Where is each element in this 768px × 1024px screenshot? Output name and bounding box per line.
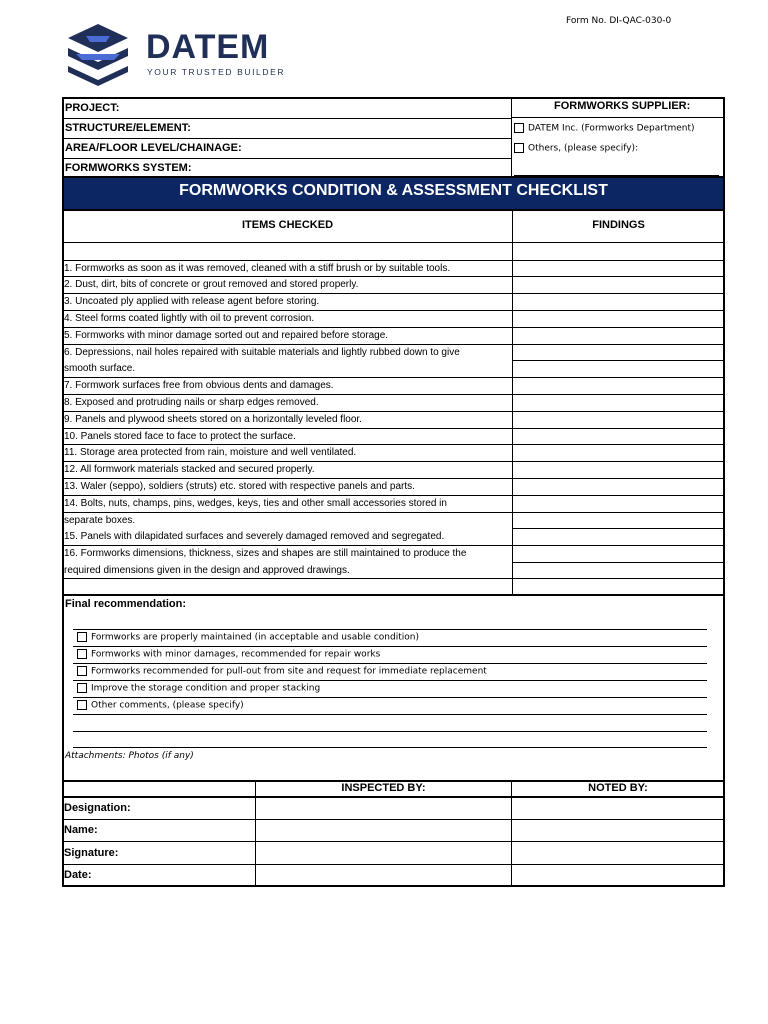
list-item: smooth surface.: [64, 363, 136, 374]
findings-row-divider: [512, 528, 724, 529]
checkbox[interactable]: [514, 123, 524, 133]
row-divider: [63, 512, 724, 513]
checkbox[interactable]: [77, 700, 87, 710]
findings-row-divider: [512, 360, 724, 361]
list-item: 16. Formworks dimensions, thickness, sizes and shapes are still maintained to produce the: [64, 548, 467, 559]
recommendation-option[interactable]: Formworks recommended for pull-out from site and request for immediate replacement: [77, 666, 487, 677]
checkbox[interactable]: [77, 666, 87, 676]
brand-name: DATEM: [146, 28, 270, 66]
list-item: 11. Storage area protected from rain, moisture and well ventilated.: [64, 447, 357, 458]
supplier-option-datem[interactable]: DATEM Inc. (Formworks Department): [514, 123, 695, 134]
findings-header: FINDINGS: [592, 219, 645, 231]
list-item: required dimensions given in the design and approved drawings.: [64, 565, 350, 576]
supplier-title: FORMWORKS SUPPLIER:: [554, 100, 691, 112]
supplier-option-others[interactable]: Others, (please specify):: [514, 143, 638, 154]
recommendation-option[interactable]: Other comments, (please specify): [77, 700, 244, 711]
list-item: 2. Dust, dirt, bits of concrete or grout removed and stored properly.: [64, 279, 359, 290]
recommendation-option[interactable]: Formworks with minor damages, recommended for repair works: [77, 649, 380, 660]
list-item: 14. Bolts, nuts, champs, pins, wedges, keys, ties and other small accessories stored in: [64, 498, 447, 509]
list-item: 7. Formwork surfaces free from obvious dents and damages.: [64, 380, 334, 391]
checkbox[interactable]: [77, 632, 87, 642]
area-label: AREA/FLOOR LEVEL/CHAINAGE:: [65, 142, 242, 154]
form-number: Form No. DI-QAC-030-0: [566, 16, 672, 26]
list-item: 8. Exposed and protruding nails or sharp edges removed.: [64, 397, 319, 408]
findings-row-divider: [512, 562, 724, 563]
checkbox[interactable]: [77, 683, 87, 693]
recommendation-title: Final recommendation:: [65, 598, 187, 610]
signature-label: Signature:: [64, 847, 119, 859]
list-item: 12. All formwork materials stacked and secured properly.: [64, 464, 315, 475]
project-label: PROJECT:: [65, 102, 120, 114]
list-item: 6. Depressions, nail holes repaired with suitable materials and lightly rubbed down to give: [64, 347, 460, 358]
brand-tagline: YOUR TRUSTED BUILDER: [147, 67, 286, 77]
list-item: 4. Steel forms coated lightly with oil to prevent corrosion.: [64, 313, 315, 324]
list-item: 13. Waler (seppo), soldiers (struts) etc. stored with respective panels and parts.: [64, 481, 415, 492]
attachments-note: Attachments: Photos (if any): [65, 751, 194, 761]
list-item: 10. Panels stored face to face to protect the surface.: [64, 431, 296, 442]
noted-by-header: NOTED BY:: [588, 782, 648, 794]
checkbox[interactable]: [514, 143, 524, 153]
checkbox[interactable]: [77, 649, 87, 659]
list-item: 15. Panels with dilapidated surfaces and severely damaged removed and segregated.: [64, 531, 445, 542]
inspected-by-header: INSPECTED BY:: [341, 782, 426, 794]
list-item: 3. Uncoated ply applied with release agent before storing.: [64, 296, 320, 307]
date-label: Date:: [64, 869, 92, 881]
designation-label: Designation:: [64, 802, 131, 814]
recommendation-option[interactable]: Formworks are properly maintained (in acceptable and usable condition): [77, 632, 419, 643]
list-item: separate boxes.: [64, 515, 136, 526]
system-label: FORMWORKS SYSTEM:: [65, 162, 192, 174]
list-item: 9. Panels and plywood sheets stored on a horizontally leveled floor.: [64, 414, 362, 425]
items-checked-header: ITEMS CHECKED: [241, 219, 334, 231]
checklist-title: FORMWORKS CONDITION & ASSESSMENT CHECKLIST: [179, 182, 608, 199]
name-label: Name:: [64, 824, 98, 836]
list-item: 1. Formworks as soon as it was removed, cleaned with a stiff brush or by suitable tools.: [64, 263, 451, 274]
list-item: 5. Formworks with minor damage sorted out and repaired before storage.: [64, 330, 389, 341]
recommendation-option[interactable]: Improve the storage condition and proper stacking: [77, 683, 320, 694]
structure-label: STRUCTURE/ELEMENT:: [65, 122, 191, 134]
